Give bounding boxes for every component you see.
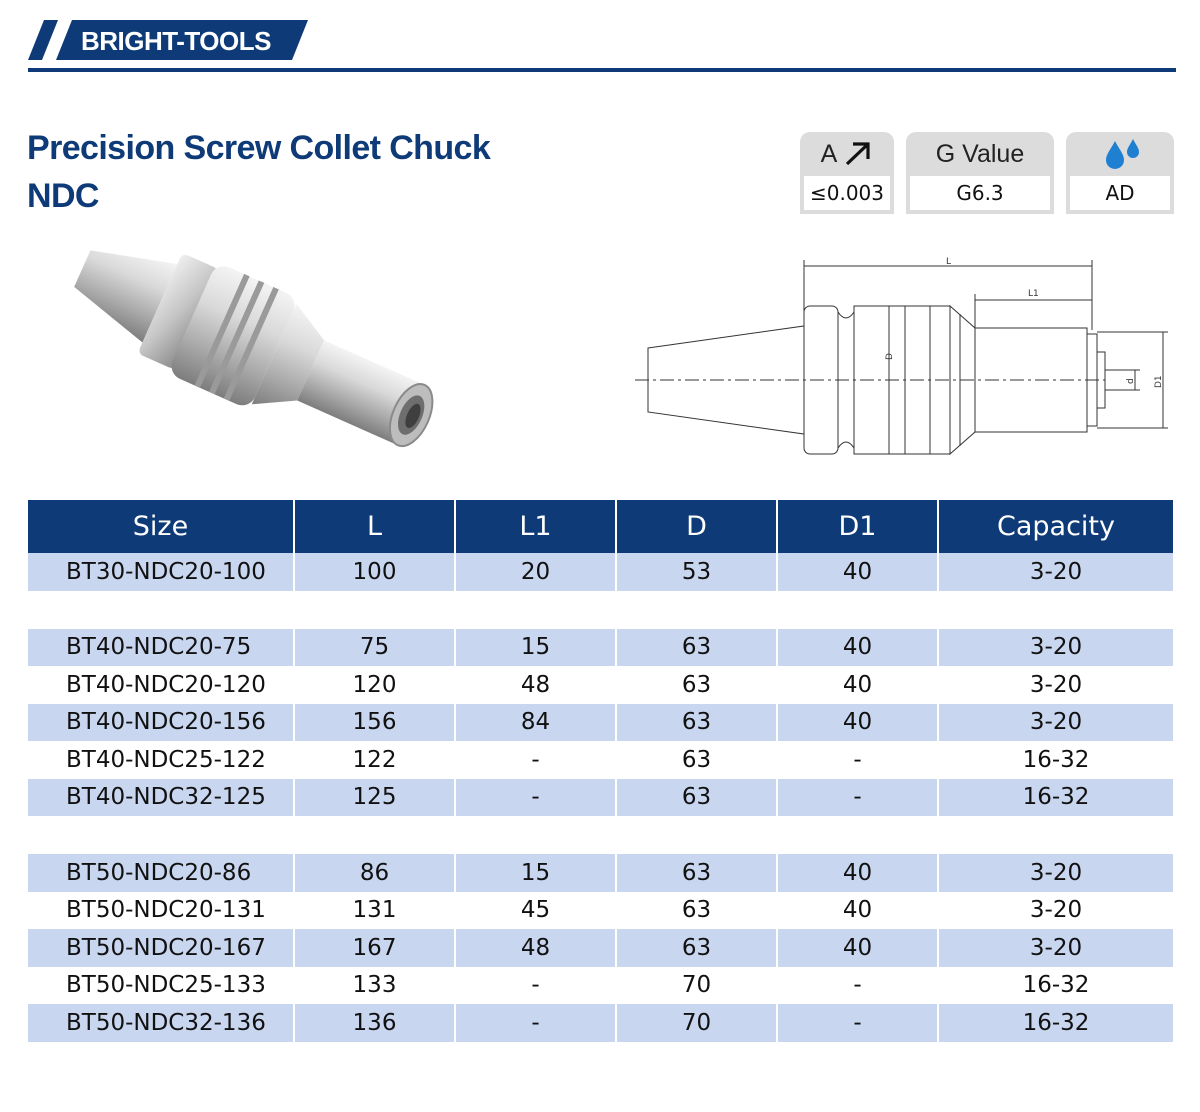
- cell-size: BT50-NDC20-131: [28, 892, 294, 930]
- runout-value: ≤0.003: [804, 176, 890, 210]
- table-row: [28, 854, 1173, 892]
- cell-size: BT40-NDC25-122: [28, 741, 294, 779]
- cell-l: 122: [294, 741, 455, 779]
- table-row: [28, 779, 1173, 817]
- dim-label-L1: L1: [1028, 289, 1039, 299]
- table-body: [28, 553, 1173, 1042]
- product-title-line1: Precision Screw Collet Chuck: [27, 129, 491, 167]
- cell-l: 156: [294, 704, 455, 742]
- cell-l: 167: [294, 929, 455, 967]
- product-title: [27, 124, 490, 220]
- cell-d1: 40: [777, 929, 938, 967]
- dim-label-D1: D1: [1154, 375, 1164, 388]
- table-row: [28, 629, 1173, 667]
- cell-d1: 40: [777, 666, 938, 704]
- cell-capacity: 3-20: [938, 666, 1173, 704]
- dim-label-D: D: [885, 353, 895, 360]
- product-title-line2: NDC: [27, 177, 99, 215]
- arrow-up-right-icon: [843, 141, 873, 167]
- group-spacer-cell: [28, 591, 1173, 629]
- cell-capacity: 3-20: [938, 629, 1173, 667]
- cell-size: BT50-NDC20-167: [28, 929, 294, 967]
- cell-l1: 20: [455, 553, 616, 591]
- cell-size: BT40-NDC20-120: [28, 666, 294, 704]
- cell-l: 125: [294, 779, 455, 817]
- cell-d: 63: [616, 929, 777, 967]
- cell-capacity: 3-20: [938, 854, 1173, 892]
- cell-d1: 40: [777, 704, 938, 742]
- cell-l1: 48: [455, 666, 616, 704]
- cell-d: 63: [616, 779, 777, 817]
- cell-size: BT40-NDC20-156: [28, 704, 294, 742]
- g-value-label: G Value: [935, 139, 1025, 168]
- cell-capacity: 16-32: [938, 779, 1173, 817]
- table-row: [28, 704, 1173, 742]
- cell-d1: 40: [777, 629, 938, 667]
- cell-l1: 45: [455, 892, 616, 930]
- runout-label: A: [820, 139, 838, 168]
- dim-label-L: L: [946, 257, 952, 267]
- table-header-row: [28, 500, 1173, 553]
- spec-table: [28, 500, 1173, 1042]
- cell-size: BT50-NDC20-86: [28, 854, 294, 892]
- cell-capacity: 16-32: [938, 741, 1173, 779]
- cell-capacity: 3-20: [938, 892, 1173, 930]
- cell-d1: -: [777, 967, 938, 1005]
- cell-d: 70: [616, 967, 777, 1005]
- cell-size: BT50-NDC32-136: [28, 1004, 294, 1042]
- cell-d: 63: [616, 854, 777, 892]
- cell-size: BT40-NDC20-75: [28, 629, 294, 667]
- runout-badge: [800, 132, 894, 214]
- cell-l: 136: [294, 1004, 455, 1042]
- table-row: [28, 553, 1173, 591]
- cell-l: 86: [294, 854, 455, 892]
- cell-d1: -: [777, 741, 938, 779]
- cell-l1: -: [455, 967, 616, 1005]
- cell-l1: -: [455, 1004, 616, 1042]
- g-value-badge: [906, 132, 1054, 214]
- cell-d1: 40: [777, 553, 938, 591]
- dim-label-d: d: [1126, 378, 1136, 384]
- technical-drawing: [630, 248, 1175, 473]
- cell-l1: 15: [455, 629, 616, 667]
- cell-capacity: 16-32: [938, 967, 1173, 1005]
- coolant-value: AD: [1070, 176, 1170, 210]
- header-capacity: Capacity: [938, 500, 1173, 553]
- cell-d: 63: [616, 741, 777, 779]
- g-value-value: G6.3: [910, 176, 1050, 210]
- header-d: D: [616, 500, 777, 553]
- cell-l1: 15: [455, 854, 616, 892]
- table-row: [28, 1004, 1173, 1042]
- coolant-badge: [1066, 132, 1174, 214]
- table-row: [28, 967, 1173, 1005]
- header-l: L: [294, 500, 455, 553]
- header-size: Size: [28, 500, 294, 553]
- cell-l: 120: [294, 666, 455, 704]
- header-d1: D1: [777, 500, 938, 553]
- cell-capacity: 3-20: [938, 929, 1173, 967]
- cell-l: 133: [294, 967, 455, 1005]
- cell-d: 63: [616, 666, 777, 704]
- brand-logo: [28, 20, 318, 60]
- cell-size: BT30-NDC20-100: [28, 553, 294, 591]
- cell-d: 53: [616, 553, 777, 591]
- cell-l: 100: [294, 553, 455, 591]
- cell-l1: 48: [455, 929, 616, 967]
- table-row: [28, 892, 1173, 930]
- group-spacer-cell: [28, 816, 1173, 854]
- cell-capacity: 3-20: [938, 553, 1173, 591]
- brand-name: BRIGHT-TOOLS: [81, 26, 271, 56]
- cell-l: 75: [294, 629, 455, 667]
- cell-capacity: 16-32: [938, 1004, 1173, 1042]
- cell-capacity: 3-20: [938, 704, 1173, 742]
- cell-d: 63: [616, 892, 777, 930]
- cell-d1: 40: [777, 854, 938, 892]
- cell-d1: -: [777, 1004, 938, 1042]
- group-spacer: [28, 591, 1173, 629]
- cell-l1: -: [455, 779, 616, 817]
- cell-d: 63: [616, 704, 777, 742]
- cell-d: 63: [616, 629, 777, 667]
- cell-l1: -: [455, 741, 616, 779]
- header-l1: L1: [455, 500, 616, 553]
- table-row: [28, 929, 1173, 967]
- cell-d1: 40: [777, 892, 938, 930]
- cell-d1: -: [777, 779, 938, 817]
- cell-size: BT40-NDC32-125: [28, 779, 294, 817]
- table-row: [28, 666, 1173, 704]
- table-row: [28, 741, 1173, 779]
- header-divider: [28, 68, 1176, 72]
- cell-l: 131: [294, 892, 455, 930]
- cell-d: 70: [616, 1004, 777, 1042]
- cell-size: BT50-NDC25-133: [28, 967, 294, 1005]
- cell-l1: 84: [455, 704, 616, 742]
- coolant-drops-icon: [1103, 137, 1143, 171]
- product-photo: [55, 225, 475, 475]
- group-spacer: [28, 816, 1173, 854]
